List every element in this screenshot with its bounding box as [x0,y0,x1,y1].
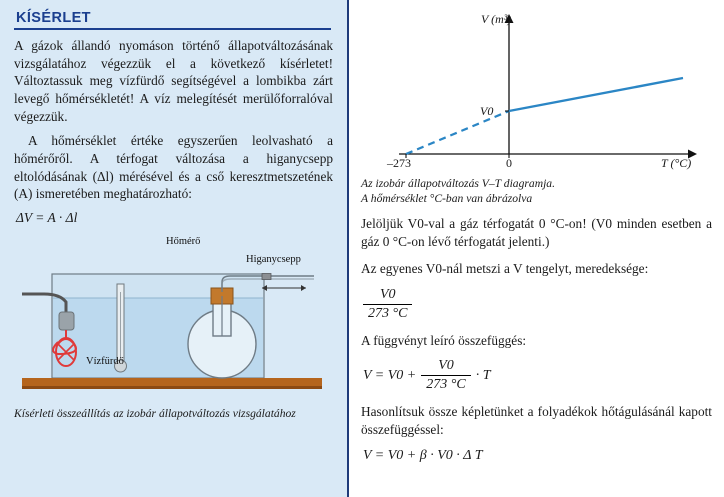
theory-paragraph-4: Hasonlítsuk össze képletünket a folyadékok hőtágulásánál kapott összefüggéssel: [361,404,712,438]
slope-fraction [363,287,712,322]
chart-xtick-zero: 0 [506,156,512,170]
chart-caption [361,176,712,206]
chart-ylabel: V (m³) [481,12,512,26]
experiment-paragraph-1: A gázok állandó nyomáson történő állapotváltozásának vizsgálatához végezzük el a következő kísérletet! Változtassuk meg vízfürdő segítségével a lombikba zárt levegő hőmérsékletét! A víz melegítését merülőforralóval végezzük. [14,38,333,124]
water-bath-label: Vízfürdő [86,356,124,368]
vt-diagram-svg [361,6,711,174]
chart-ytick-v0: V0 [480,104,494,118]
mercury-drop-label: Higanycsepp [246,254,301,266]
delta-v-formula: ΔV = A · Δl [16,210,78,226]
page-title: KÍSÉRLET [16,10,91,26]
vt-diagram [361,6,711,174]
title-divider [14,28,331,30]
chart-caption-line-1: Az izobár állapotváltozás V–T diagramja. [361,177,556,190]
main-equation-frac-den: 273 °C [426,377,466,393]
comparison-equation: V = V0 + β · V0 · Δ T [363,448,483,463]
apparatus-figure [14,232,331,402]
main-equation [363,358,712,393]
main-equation-rhs: · T [475,367,491,383]
theory-paragraph-2: Az egyenes V0-nál metszi a V tengelyt, meredeksége: [361,260,649,276]
main-equation-lhs: V = V0 + [363,367,417,383]
theory-paragraph-3: A függvényt leíró összefüggés: [361,332,527,348]
slope-numerator: V0 [363,287,412,305]
theory-paragraph-1: Jelöljük V0-val a gáz térfogatát 0 °C-on! (V0 minden esetben a gáz 0 °C-on lévő térfogatát jelenti.) [361,216,712,249]
experiment-panel [0,0,347,497]
figure-caption: Kísérleti összeállítás az izobár állapotváltozás vizsgálatához [14,407,296,421]
experiment-paragraph-2: A hőmérséklet értéke egyszerűen leolvasható a hőmérőről. A térfogat változása a higanycsepp eltolódásának (Δl) mérésével és a cső keresztmetszetének (A) ismeretében meghatározható: [14,133,333,202]
thermometer-label: Hőmérő [166,236,201,248]
chart-caption-line-2: A hőmérséklet °C-ban van ábrázolva [361,192,533,206]
chart-xlabel: T (°C) [661,156,692,170]
chart-xtick-minus273: –273 [387,156,411,170]
theory-panel [349,0,724,497]
slope-denominator: 273 °C [368,305,408,321]
main-equation-frac-num: V0 [421,358,470,376]
